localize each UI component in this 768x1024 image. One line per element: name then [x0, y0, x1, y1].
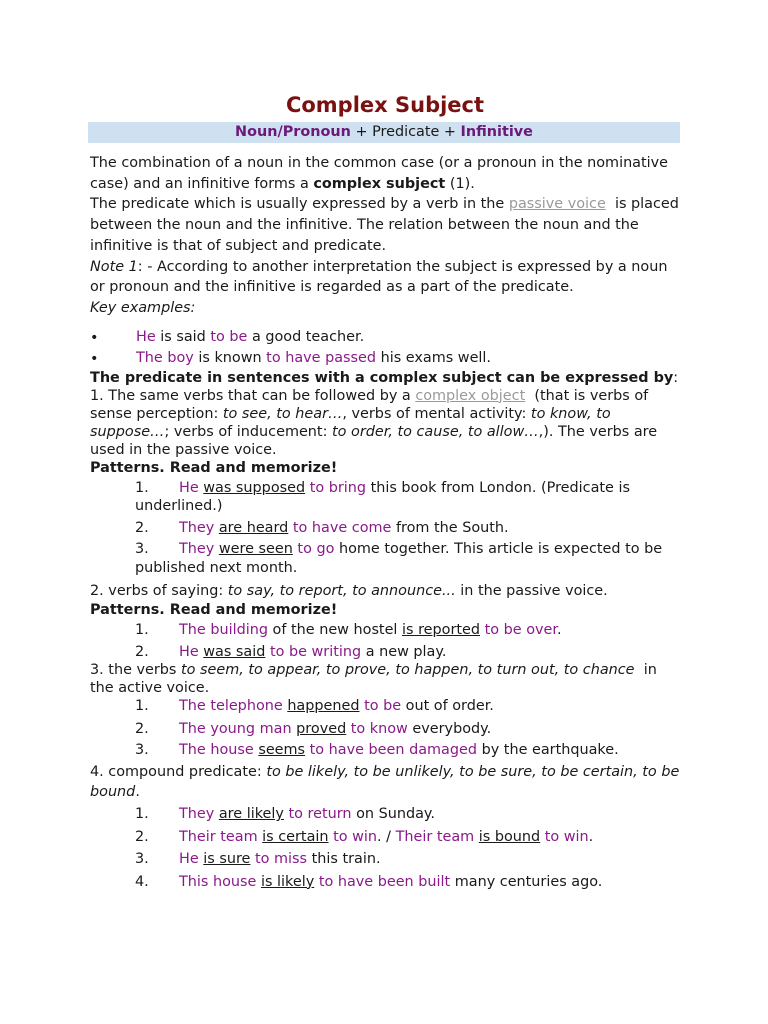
rest: his exams well.	[376, 349, 492, 366]
subject: The young man	[179, 720, 292, 737]
note-label: Note 1	[90, 258, 138, 275]
predicate: is likely	[260, 873, 315, 890]
infinitive: to win	[544, 828, 589, 845]
subject: The telephone	[179, 698, 283, 715]
predicate-heading-colon: :	[673, 369, 679, 386]
infinitive: to be	[364, 698, 402, 715]
list-item	[90, 805, 680, 824]
list-item	[90, 720, 680, 739]
rest: this train.	[307, 851, 381, 868]
predicate: is known	[193, 349, 267, 366]
subject: This house	[179, 873, 257, 890]
infinitive: to have been built	[318, 873, 451, 890]
rest: .	[588, 828, 594, 845]
sec4-italic: to be likely, to be unlikely, to be sure, to be certain, to be bound	[90, 763, 680, 801]
predicate: happened	[287, 698, 360, 715]
sec1-text: ; verbs of inducement:	[164, 423, 332, 440]
predicate: is certain	[262, 828, 329, 845]
passive-voice-link[interactable]: passive voice	[508, 196, 606, 213]
sec3-italic: to seem, to appear, to prove, to happen, to turn out, to chance	[181, 662, 635, 679]
sec1-text: (that is verbs of sense perception:	[90, 387, 653, 422]
subject: They	[179, 541, 215, 558]
document-page	[90, 88, 684, 891]
item-number: 3.	[135, 541, 149, 558]
predicate: is said	[155, 328, 211, 345]
note-text: : - According to another interpretation the subject is expressed by a noun or pronoun and the infinitive is regarded as a part of the predicate.	[90, 258, 668, 296]
page-title: Complex Subject	[285, 93, 485, 117]
predicate: is bound	[478, 828, 541, 845]
sec2-text: 2. verbs of saying:	[90, 583, 228, 600]
rest: many centuries ago.	[450, 873, 603, 890]
infinitive: to be over	[484, 622, 557, 639]
sec2-italic: to say, to report, to announce...	[227, 583, 456, 600]
patterns-label-text: Patterns. Read and memorize!	[90, 602, 338, 619]
subject: Their team	[179, 828, 258, 845]
rest: everybody.	[407, 720, 492, 737]
section-4	[90, 762, 680, 803]
predicate: is sure	[203, 851, 251, 868]
subject: He	[179, 643, 199, 660]
key-examples-list	[90, 327, 680, 369]
sec3-text: in the active voice.	[90, 662, 662, 697]
intro-paragraph	[90, 153, 680, 194]
sec1-italic: to know, to suppose…	[90, 405, 611, 440]
item-number: 1.	[135, 479, 149, 496]
predicate: are heard	[218, 519, 289, 536]
rest: home together. This article is expected to be published next month.	[135, 541, 663, 576]
item-number: 3.	[135, 851, 149, 868]
note-paragraph	[90, 257, 680, 298]
item-number: 1.	[135, 622, 149, 639]
sec1-text: , verbs of mental activity:	[342, 405, 531, 422]
subject: The building	[179, 622, 268, 639]
subject: They	[179, 806, 215, 823]
subject: He	[136, 328, 156, 345]
rest: this book from London. (Predicate is underlined.)	[135, 479, 630, 515]
predicate: was said	[203, 643, 266, 660]
item-number: 1.	[135, 806, 149, 823]
sec4-text: .	[135, 784, 140, 801]
sec1-text: 1. The same verbs that can be followed by a	[90, 387, 416, 404]
predicate: proved	[296, 720, 347, 737]
item-number: 2.	[135, 519, 149, 536]
patterns-label	[90, 459, 680, 477]
section-3	[90, 661, 680, 697]
predicate-paragraph	[90, 194, 684, 256]
sec1-italic: to order, to cause, to allow…	[332, 423, 539, 440]
rest: . /	[377, 828, 396, 845]
infinitive: to return	[288, 806, 352, 823]
item-number: 2.	[135, 643, 149, 660]
key-examples-text: Key examples:	[90, 299, 196, 316]
patterns-label-text: Patterns. Read and memorize!	[90, 459, 338, 476]
rest: .	[556, 622, 562, 639]
formula-noun: Noun/Pronoun	[235, 124, 351, 140]
predicate: is reported	[402, 622, 481, 639]
infinitive: to bring	[309, 479, 367, 496]
predicate-heading	[90, 369, 680, 387]
infinitive: to win	[333, 828, 378, 845]
sec1-italic: to see, to hear…	[222, 405, 343, 422]
predicate-text-1: The predicate which is usually expressed by a verb in the	[90, 196, 509, 213]
predicate: were seen	[218, 541, 293, 558]
list-item	[90, 479, 680, 516]
item-number: 2.	[135, 828, 149, 845]
complex-object-link[interactable]: complex object	[415, 387, 526, 404]
rest: a new play.	[361, 643, 447, 660]
subject: Their team	[395, 828, 475, 845]
predicate: was supposed	[203, 479, 306, 496]
item-number: 3.	[135, 742, 149, 759]
rest: on Sunday.	[351, 806, 435, 823]
item-number: 4.	[135, 873, 149, 890]
infinitive: to know	[350, 720, 408, 737]
predicate-text-2: is placed between the noun and the infinitive. The relation between the noun and the infinitive is that of subject and predicate.	[90, 196, 684, 254]
subject: He	[179, 851, 199, 868]
predicate-heading-text: The predicate in sentences with a complex subject can be expressed by	[90, 369, 674, 386]
rest: a good teacher.	[247, 328, 365, 345]
key-examples-label	[90, 298, 680, 319]
subject: They	[179, 519, 215, 536]
list-item	[90, 741, 680, 760]
middle: of the new hostel	[267, 622, 403, 639]
infinitive: to be writing	[269, 643, 362, 660]
section-1	[90, 387, 680, 459]
subject: He	[179, 479, 199, 496]
list-item	[90, 540, 680, 577]
sec3-text: 3. the verbs	[90, 662, 181, 679]
infinitive: to go	[297, 541, 335, 558]
rest: from the South.	[391, 519, 509, 536]
list-item	[90, 873, 680, 892]
infinitive: to miss	[255, 851, 308, 868]
sec4-text: 4. compound predicate:	[90, 763, 267, 780]
formula-infinitive: Infinitive	[460, 124, 533, 140]
list-item	[90, 621, 680, 640]
list-item	[90, 828, 680, 847]
list-item	[90, 327, 680, 348]
patterns-label	[90, 601, 680, 619]
subject: The house	[179, 742, 254, 759]
subject: The boy	[136, 349, 194, 366]
list-item	[90, 348, 680, 369]
sec1-text: ,). The verbs are used in the passive voice.	[90, 423, 658, 458]
list-item	[90, 850, 680, 869]
intro-text-1: The combination of a noun in the common case (or a pronoun in the nominative case) and an infinitive forms a	[90, 155, 669, 192]
infinitive: to have been damaged	[309, 742, 477, 759]
item-number: 1.	[135, 698, 149, 715]
rest: out of order.	[401, 698, 494, 715]
list-item	[90, 643, 680, 662]
intro-term: complex subject	[313, 175, 446, 192]
list-item	[90, 697, 680, 716]
infinitive: to have come	[292, 519, 392, 536]
section-2	[90, 581, 680, 601]
list-item	[90, 519, 680, 538]
intro-text-2: (1).	[445, 175, 475, 192]
rest: by the earthquake.	[477, 742, 619, 759]
sec2-text: in the passive voice.	[455, 583, 608, 600]
predicate: seems	[258, 742, 306, 759]
infinitive: to have passed	[266, 349, 377, 366]
formula-banner	[88, 122, 680, 143]
predicate: are likely	[218, 806, 284, 823]
item-number: 2.	[135, 720, 149, 737]
infinitive: to be	[210, 328, 248, 345]
formula-predicate: + Predicate +	[350, 124, 461, 140]
